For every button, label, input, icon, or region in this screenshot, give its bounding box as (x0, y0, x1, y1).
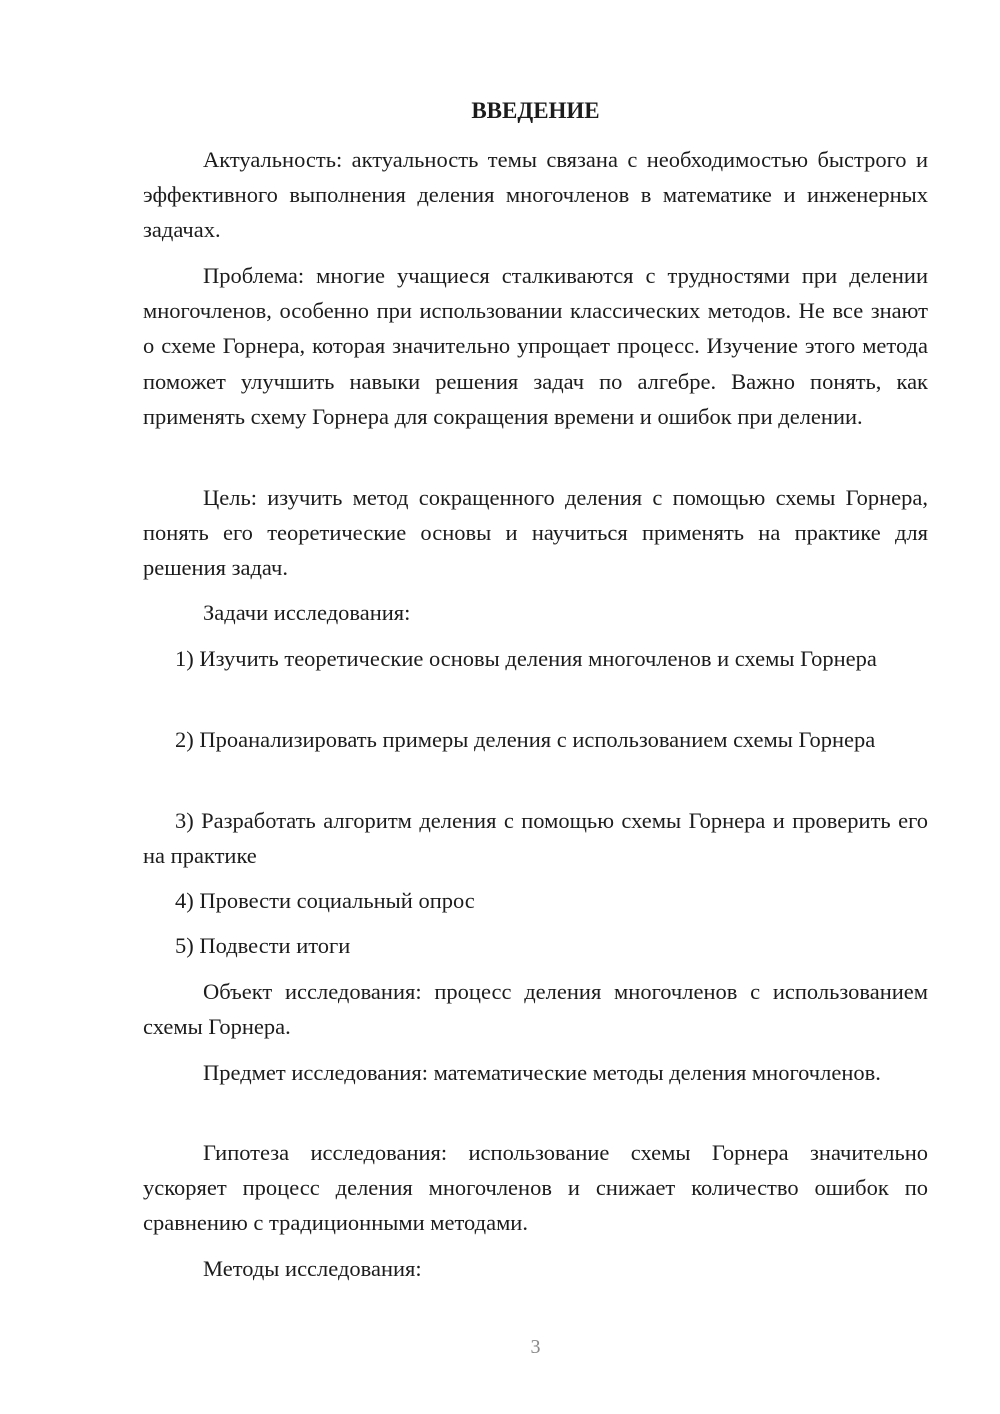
goal-paragraph: Цель: изучить метод сокращенного деления с помощью схемы Горнера, понять его теоретические основы и научиться применять на практике для решения задач. (143, 485, 928, 581)
task-item-3: 3) Разработать алгоритм деления с помощью схемы Горнера и проверить его на практике (143, 808, 928, 869)
task-item-1: 1) Изучить теоретические основы деления многочленов и схемы Горнера (175, 646, 877, 671)
page-title: ВВЕДЕНИЕ (471, 98, 600, 123)
methods-heading: Методы исследования: (203, 1256, 422, 1281)
task-item-5: 5) Подвести итоги (175, 933, 351, 958)
page-number: 3 (530, 1336, 541, 1358)
task-item-4: 4) Провести социальный опрос (175, 888, 475, 913)
subject-paragraph: Предмет исследования: математические методы деления многочленов. (203, 1060, 881, 1085)
object-paragraph: Объект исследования: процесс деления многочленов с использованием схемы Горнера. (143, 979, 928, 1040)
task-item-2: 2) Проанализировать примеры деления с использованием схемы Горнера (175, 727, 876, 752)
problem-paragraph: Проблема: многие учащиеся сталкиваются с трудностями при делении многочленов, особенно при использовании классических методов. Не все знают о схеме Горнера, которая значительно упрощает процесс. Изучение этого метода поможет улучшить навыки решения задач по алгебре. Важно понять, как применять схему Горнера для сокращения времени и ошибок при делении. (143, 263, 928, 429)
hypothesis-paragraph: Гипотеза исследования: использование схемы Горнера значительно ускоряет процесс деления многочленов и снижает количество ошибок по сравнению с традиционными методами. (143, 1140, 928, 1236)
relevance-paragraph: Актуальность: актуальность темы связана с необходимостью быстрого и эффективного выполнения деления многочленов в математике и инженерных задачах. (143, 147, 928, 243)
tasks-heading: Задачи исследования: (203, 600, 411, 625)
